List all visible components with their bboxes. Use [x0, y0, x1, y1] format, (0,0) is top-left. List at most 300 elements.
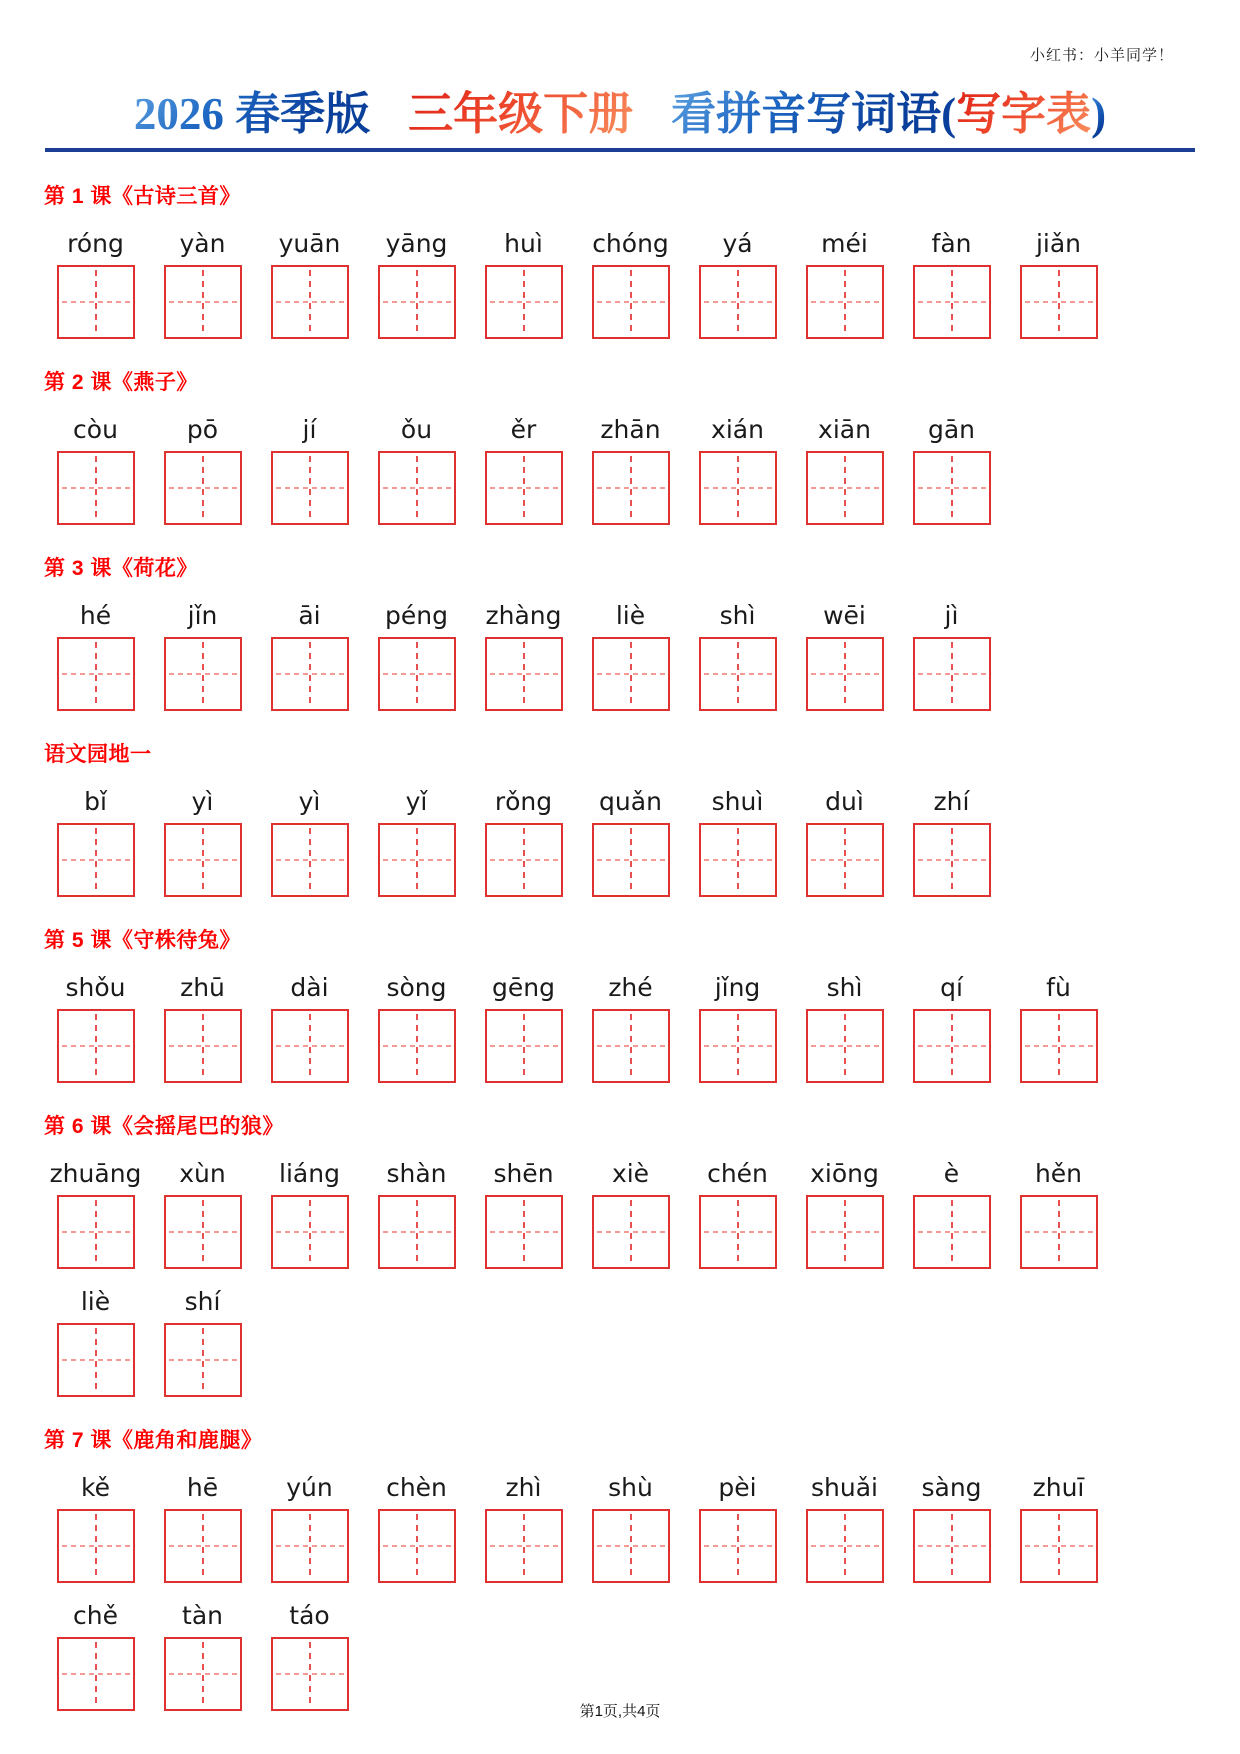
- horizontal-guide-line: [62, 1231, 130, 1233]
- pinyin-label: zhé: [608, 972, 653, 1002]
- pinyin-label: huì: [504, 228, 543, 258]
- horizontal-guide-line: [276, 301, 344, 303]
- grid-cell: [791, 787, 898, 897]
- grid-cell: [577, 601, 684, 711]
- section-heading: 第 1 课《古诗三首》: [44, 184, 241, 208]
- horizontal-guide-line: [918, 859, 986, 861]
- horizontal-guide-line: [811, 1045, 879, 1047]
- writing-box: [164, 451, 242, 525]
- pinyin-label: wēi: [823, 600, 866, 630]
- horizontal-guide-line: [918, 1545, 986, 1547]
- horizontal-guide-line: [811, 673, 879, 675]
- writing-box: [378, 1509, 456, 1583]
- pinyin-label: fàn: [931, 228, 972, 258]
- pinyin-label: xián: [711, 414, 764, 444]
- section-heading: 语文园地一: [44, 742, 152, 766]
- horizontal-guide-line: [1025, 1045, 1093, 1047]
- grid-cell: [256, 787, 363, 897]
- writing-box: [57, 451, 135, 525]
- grid-cell: [577, 415, 684, 525]
- writing-box: [378, 637, 456, 711]
- horizontal-guide-line: [1025, 1545, 1093, 1547]
- title-segment: 2026 春季版: [133, 89, 371, 139]
- horizontal-guide-line: [383, 1045, 451, 1047]
- writing-box: [806, 265, 884, 339]
- worksheet-sections: [0, 186, 1240, 1711]
- writing-box: [1020, 1009, 1098, 1083]
- pinyin-label: xiōng: [810, 1158, 879, 1188]
- lesson-section: [42, 744, 1220, 897]
- writing-box: [806, 823, 884, 897]
- pinyin-label: sòng: [386, 972, 447, 1002]
- writing-box: [57, 1509, 135, 1583]
- grid-cell: [149, 1473, 256, 1583]
- pinyin-grid-row: [42, 1601, 1220, 1711]
- pinyin-label: chóng: [592, 228, 669, 258]
- grid-cell: [470, 1473, 577, 1583]
- pinyin-label: shì: [826, 972, 863, 1002]
- pinyin-label: shuǎi: [811, 1472, 878, 1502]
- writing-box: [271, 1509, 349, 1583]
- horizontal-guide-line: [597, 1545, 665, 1547]
- grid-cell: [470, 1159, 577, 1269]
- grid-cell: [1005, 1473, 1112, 1583]
- writing-box: [485, 1009, 563, 1083]
- writing-box: [806, 1009, 884, 1083]
- writing-box: [57, 1009, 135, 1083]
- writing-box: [592, 823, 670, 897]
- pinyin-label: zhí: [933, 786, 970, 816]
- title-segment: 三年级下册: [408, 89, 634, 139]
- writing-box: [485, 1509, 563, 1583]
- grid-cell: [1005, 1159, 1112, 1269]
- horizontal-guide-line: [276, 1231, 344, 1233]
- horizontal-guide-line: [597, 1231, 665, 1233]
- grid-cell: [256, 229, 363, 339]
- title-divider-line: [45, 148, 1195, 152]
- grid-cell: [256, 415, 363, 525]
- horizontal-guide-line: [918, 673, 986, 675]
- horizontal-guide-line: [490, 859, 558, 861]
- writing-box: [271, 265, 349, 339]
- pinyin-label: hé: [79, 600, 112, 630]
- grid-cell: [684, 1473, 791, 1583]
- horizontal-guide-line: [490, 1045, 558, 1047]
- horizontal-guide-line: [918, 1231, 986, 1233]
- writing-box: [592, 637, 670, 711]
- grid-cell: [363, 1159, 470, 1269]
- horizontal-guide-line: [918, 301, 986, 303]
- horizontal-guide-line: [62, 1045, 130, 1047]
- pinyin-grid-row: [42, 415, 1220, 525]
- grid-cell: [42, 973, 149, 1083]
- grid-cell: [577, 973, 684, 1083]
- pinyin-label: ǒu: [400, 414, 433, 444]
- grid-cell: [256, 973, 363, 1083]
- pinyin-label: yuān: [278, 228, 341, 258]
- pinyin-label: jǐng: [714, 972, 761, 1002]
- writing-box: [57, 637, 135, 711]
- lesson-section: [42, 372, 1220, 525]
- horizontal-guide-line: [169, 1673, 237, 1675]
- writing-box: [378, 823, 456, 897]
- writing-box: [913, 1509, 991, 1583]
- grid-cell: [42, 1287, 149, 1397]
- section-heading: 第 3 课《荷花》: [44, 556, 198, 580]
- horizontal-guide-line: [62, 673, 130, 675]
- pinyin-label: péng: [385, 600, 448, 630]
- writing-box: [271, 451, 349, 525]
- horizontal-guide-line: [811, 301, 879, 303]
- grid-cell: [149, 1159, 256, 1269]
- writing-box: [271, 823, 349, 897]
- horizontal-guide-line: [704, 301, 772, 303]
- grid-cell: [363, 415, 470, 525]
- horizontal-guide-line: [169, 301, 237, 303]
- title-segment: 写字表: [956, 89, 1092, 139]
- pinyin-label: pō: [186, 414, 219, 444]
- pinyin-label: liáng: [279, 1158, 340, 1188]
- pinyin-label: zhì: [505, 1472, 542, 1502]
- writing-box: [699, 1195, 777, 1269]
- horizontal-guide-line: [169, 1045, 237, 1047]
- pinyin-label: xiè: [611, 1158, 650, 1188]
- writing-box: [1020, 265, 1098, 339]
- grid-cell: [1005, 229, 1112, 339]
- grid-cell: [363, 601, 470, 711]
- writing-box: [164, 637, 242, 711]
- pinyin-label: ěr: [510, 414, 537, 444]
- pinyin-label: quǎn: [599, 786, 662, 816]
- title-segment: 看拼音写词语(: [671, 89, 957, 139]
- grid-cell: [684, 229, 791, 339]
- pinyin-label: yǐ: [405, 786, 428, 816]
- writing-box: [806, 637, 884, 711]
- pinyin-grid-row: [42, 1159, 1220, 1269]
- writing-box: [699, 1009, 777, 1083]
- pinyin-label: jiǎn: [1035, 228, 1082, 258]
- grid-cell: [791, 415, 898, 525]
- grid-cell: [42, 415, 149, 525]
- grid-cell: [791, 1473, 898, 1583]
- horizontal-guide-line: [597, 859, 665, 861]
- pinyin-label: chén: [707, 1158, 768, 1188]
- pinyin-label: yàn: [179, 228, 226, 258]
- writing-box: [164, 823, 242, 897]
- lesson-section: [42, 1430, 1220, 1711]
- horizontal-guide-line: [383, 487, 451, 489]
- writing-box: [699, 1509, 777, 1583]
- horizontal-guide-line: [704, 1545, 772, 1547]
- pinyin-label: fù: [1046, 972, 1071, 1002]
- horizontal-guide-line: [704, 1231, 772, 1233]
- writing-box: [913, 1195, 991, 1269]
- horizontal-guide-line: [276, 1045, 344, 1047]
- horizontal-guide-line: [811, 1231, 879, 1233]
- pinyin-label: liè: [80, 1286, 111, 1316]
- pinyin-label: tàn: [182, 1600, 223, 1630]
- writing-box: [378, 1195, 456, 1269]
- grid-cell: [149, 1601, 256, 1711]
- grid-cell: [470, 973, 577, 1083]
- grid-cell: [256, 1601, 363, 1711]
- grid-cell: [898, 229, 1005, 339]
- pinyin-label: xiān: [818, 414, 871, 444]
- pinyin-label: è: [943, 1158, 960, 1188]
- horizontal-guide-line: [490, 1545, 558, 1547]
- writing-box: [485, 265, 563, 339]
- grid-cell: [363, 229, 470, 339]
- section-heading: 第 2 课《燕子》: [44, 370, 198, 394]
- pinyin-label: shí: [184, 1286, 221, 1316]
- writing-box: [57, 1195, 135, 1269]
- horizontal-guide-line: [490, 301, 558, 303]
- grid-cell: [470, 787, 577, 897]
- horizontal-guide-line: [62, 1673, 130, 1675]
- horizontal-guide-line: [62, 859, 130, 861]
- grid-cell: [470, 229, 577, 339]
- horizontal-guide-line: [383, 1545, 451, 1547]
- horizontal-guide-line: [62, 487, 130, 489]
- writing-box: [57, 265, 135, 339]
- writing-box: [699, 823, 777, 897]
- pinyin-label: sàng: [921, 1472, 982, 1502]
- grid-cell: [42, 1473, 149, 1583]
- horizontal-guide-line: [918, 1045, 986, 1047]
- pinyin-label: zhàng: [485, 600, 562, 630]
- pinyin-label: bǐ: [84, 786, 107, 816]
- pinyin-label: shǒu: [65, 972, 126, 1002]
- grid-cell: [149, 973, 256, 1083]
- pinyin-label: táo: [289, 1600, 330, 1630]
- grid-cell: [898, 601, 1005, 711]
- writing-box: [1020, 1509, 1098, 1583]
- writing-box: [806, 451, 884, 525]
- pinyin-label: yāng: [385, 228, 448, 258]
- horizontal-guide-line: [1025, 1231, 1093, 1233]
- pinyin-label: qí: [940, 972, 963, 1002]
- writing-box: [164, 1009, 242, 1083]
- writing-box: [913, 265, 991, 339]
- writing-box: [699, 265, 777, 339]
- horizontal-guide-line: [383, 301, 451, 303]
- horizontal-guide-line: [1025, 301, 1093, 303]
- horizontal-guide-line: [704, 859, 772, 861]
- writing-box: [164, 265, 242, 339]
- pinyin-label: róng: [67, 228, 124, 258]
- horizontal-guide-line: [62, 1359, 130, 1361]
- pinyin-grid-row: [42, 1473, 1220, 1583]
- horizontal-guide-line: [276, 1545, 344, 1547]
- horizontal-guide-line: [811, 1545, 879, 1547]
- grid-cell: [363, 973, 470, 1083]
- writing-box: [378, 451, 456, 525]
- pinyin-label: dài: [290, 972, 329, 1002]
- writing-box: [592, 451, 670, 525]
- grid-cell: [791, 973, 898, 1083]
- grid-cell: [898, 415, 1005, 525]
- horizontal-guide-line: [276, 859, 344, 861]
- lesson-section: [42, 930, 1220, 1083]
- grid-cell: [898, 787, 1005, 897]
- grid-cell: [363, 787, 470, 897]
- horizontal-guide-line: [169, 1231, 237, 1233]
- grid-cell: [684, 415, 791, 525]
- pinyin-label: zhān: [600, 414, 661, 444]
- pinyin-label: shì: [719, 600, 756, 630]
- pinyin-label: zhū: [180, 972, 225, 1002]
- watermark-note: 小红书：小羊同学！: [1029, 47, 1174, 64]
- grid-cell: [149, 787, 256, 897]
- writing-box: [913, 823, 991, 897]
- grid-cell: [42, 787, 149, 897]
- writing-box: [271, 1195, 349, 1269]
- writing-box: [271, 637, 349, 711]
- grid-cell: [149, 229, 256, 339]
- pinyin-label: shù: [608, 1472, 653, 1502]
- pinyin-label: méi: [821, 228, 868, 258]
- pinyin-grid-row: [42, 229, 1220, 339]
- writing-box: [592, 265, 670, 339]
- pinyin-label: jǐn: [187, 600, 218, 630]
- grid-cell: [577, 1473, 684, 1583]
- grid-cell: [684, 601, 791, 711]
- horizontal-guide-line: [490, 673, 558, 675]
- grid-cell: [42, 1159, 149, 1269]
- grid-cell: [791, 1159, 898, 1269]
- writing-box: [806, 1195, 884, 1269]
- pinyin-label: zhuāng: [49, 1158, 142, 1188]
- grid-cell: [791, 229, 898, 339]
- title-segment: ): [1091, 89, 1107, 139]
- horizontal-guide-line: [811, 487, 879, 489]
- pinyin-label: shàn: [386, 1158, 447, 1188]
- writing-box: [164, 1323, 242, 1397]
- grid-cell: [470, 415, 577, 525]
- writing-box: [913, 637, 991, 711]
- writing-box: [271, 1009, 349, 1083]
- horizontal-guide-line: [490, 487, 558, 489]
- horizontal-guide-line: [811, 859, 879, 861]
- writing-box: [592, 1195, 670, 1269]
- grid-cell: [577, 787, 684, 897]
- horizontal-guide-line: [62, 1545, 130, 1547]
- grid-cell: [791, 601, 898, 711]
- pinyin-label: jì: [944, 600, 959, 630]
- pinyin-label: rǒng: [494, 786, 553, 816]
- lesson-section: [42, 186, 1220, 339]
- grid-cell: [684, 973, 791, 1083]
- grid-cell: [898, 1159, 1005, 1269]
- grid-cell: [898, 1473, 1005, 1583]
- pinyin-label: yá: [722, 228, 753, 258]
- writing-box: [57, 1323, 135, 1397]
- horizontal-guide-line: [597, 673, 665, 675]
- grid-cell: [42, 601, 149, 711]
- pinyin-label: hē: [186, 1472, 219, 1502]
- section-heading: 第 7 课《鹿角和鹿腿》: [44, 1428, 263, 1452]
- horizontal-guide-line: [169, 859, 237, 861]
- section-heading: 第 5 课《守株待兔》: [44, 928, 241, 952]
- grid-cell: [149, 415, 256, 525]
- writing-box: [485, 1195, 563, 1269]
- horizontal-guide-line: [597, 301, 665, 303]
- writing-box: [699, 637, 777, 711]
- lesson-section: [42, 1116, 1220, 1397]
- horizontal-guide-line: [383, 1231, 451, 1233]
- writing-box: [485, 451, 563, 525]
- grid-cell: [256, 1159, 363, 1269]
- grid-cell: [256, 1473, 363, 1583]
- writing-box: [57, 823, 135, 897]
- pinyin-label: hěn: [1034, 1158, 1083, 1188]
- page-number: 第1页,共4页: [579, 1703, 661, 1720]
- horizontal-guide-line: [169, 487, 237, 489]
- pinyin-label: pèi: [718, 1472, 757, 1502]
- horizontal-guide-line: [383, 673, 451, 675]
- writing-box: [592, 1509, 670, 1583]
- horizontal-guide-line: [169, 1359, 237, 1361]
- horizontal-guide-line: [704, 487, 772, 489]
- grid-cell: [684, 1159, 791, 1269]
- pinyin-label: shēn: [493, 1158, 554, 1188]
- writing-box: [1020, 1195, 1098, 1269]
- horizontal-guide-line: [597, 1045, 665, 1047]
- writing-box: [378, 1009, 456, 1083]
- grid-cell: [470, 601, 577, 711]
- writing-box: [164, 1509, 242, 1583]
- grid-cell: [1005, 973, 1112, 1083]
- grid-cell: [42, 1601, 149, 1711]
- pinyin-label: kě: [81, 1472, 110, 1502]
- writing-box: [485, 823, 563, 897]
- horizontal-guide-line: [918, 487, 986, 489]
- writing-box: [913, 451, 991, 525]
- pinyin-label: yì: [298, 786, 321, 816]
- horizontal-guide-line: [490, 1231, 558, 1233]
- grid-cell: [684, 787, 791, 897]
- pinyin-label: duì: [825, 786, 864, 816]
- pinyin-label: jí: [302, 414, 317, 444]
- pinyin-label: liè: [615, 600, 646, 630]
- grid-cell: [363, 1473, 470, 1583]
- writing-box: [164, 1195, 242, 1269]
- pinyin-label: zhuī: [1032, 1472, 1085, 1502]
- writing-box: [378, 265, 456, 339]
- pinyin-label: shuì: [711, 786, 764, 816]
- writing-box: [592, 1009, 670, 1083]
- writing-box: [806, 1509, 884, 1583]
- section-heading: 第 6 课《会摇尾巴的狼》: [44, 1114, 284, 1138]
- grid-cell: [577, 1159, 684, 1269]
- pinyin-label: còu: [73, 414, 118, 444]
- grid-cell: [149, 1287, 256, 1397]
- horizontal-guide-line: [383, 859, 451, 861]
- grid-cell: [577, 229, 684, 339]
- horizontal-guide-line: [62, 301, 130, 303]
- horizontal-guide-line: [169, 673, 237, 675]
- grid-cell: [256, 601, 363, 711]
- writing-box: [913, 1009, 991, 1083]
- writing-box: [699, 451, 777, 525]
- pinyin-grid-row: [42, 601, 1220, 711]
- pinyin-label: xùn: [179, 1158, 226, 1188]
- writing-box: [485, 637, 563, 711]
- horizontal-guide-line: [169, 1545, 237, 1547]
- pinyin-label: chèn: [386, 1472, 447, 1502]
- pinyin-label: āi: [298, 600, 321, 630]
- pinyin-label: yún: [286, 1472, 333, 1502]
